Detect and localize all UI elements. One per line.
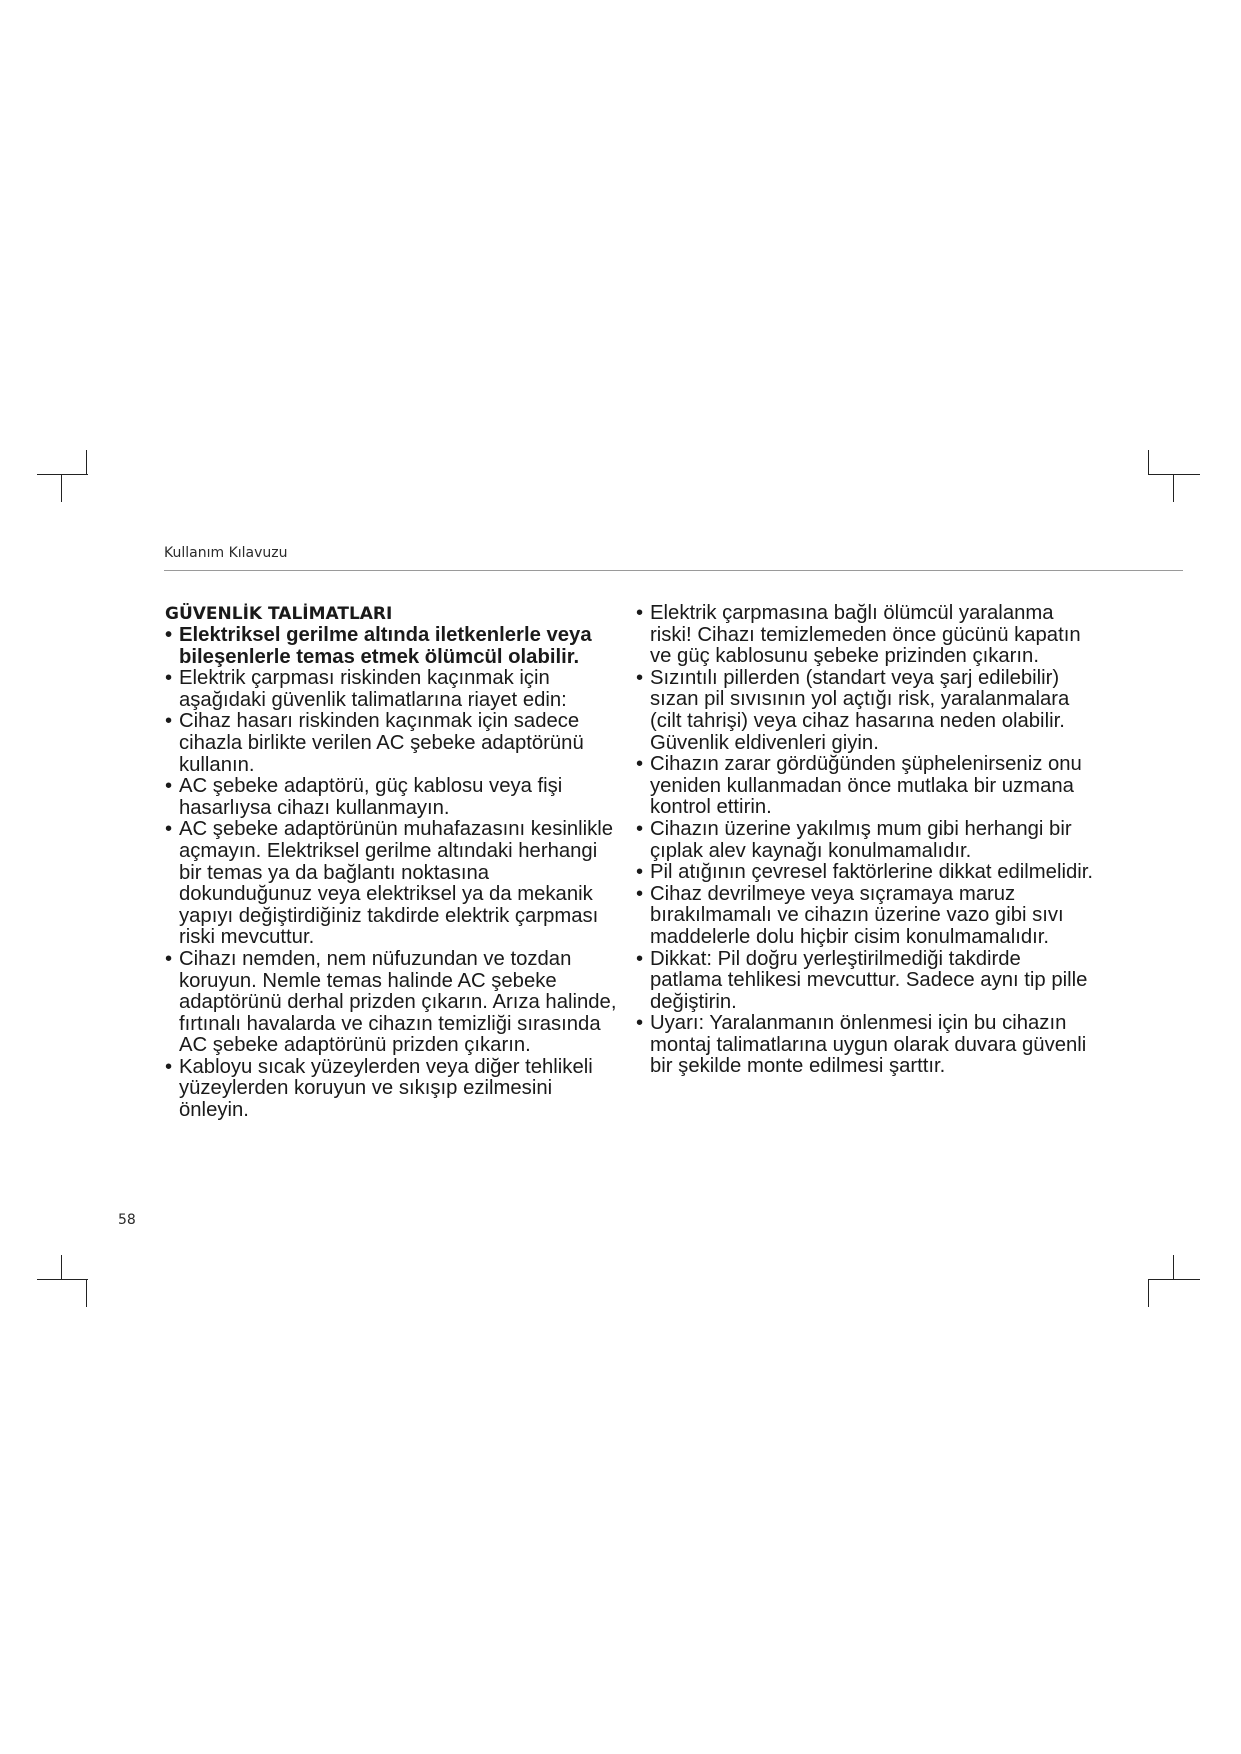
list-item	[634, 603, 1094, 668]
list-item-text: Elektriksel gerilme altında iletkenlerle veya bileşenlerle temas etmek ölümcül olabilir.	[179, 624, 592, 668]
list-item-text: Sızıntılı pillerden (standart veya şarj edilebilir) sızan pil sıvısının yol açtığı risk, yaralanmalara (cilt tahrişi) veya cihaz hasarına neden olabilir. Güvenlik eldivenleri giyin.	[650, 666, 1070, 754]
list-item-text: Cihazın zarar gördüğünden şüphelenirseniz onu yeniden kullanmadan önce mutlaka bir uzmana kontrol ettirin.	[650, 753, 1082, 819]
list-item-text: AC şebeke adaptörünün muhafazasını kesinlikle açmayın. Elektriksel gerilme altındaki herhangi bir temas ya da bağlantı noktasına dokunduğunuz veya elektriksel ya da mekanik yapıyı değiştirdiğiniz takdirde elektrik çarpması riski mevcuttur.	[179, 818, 614, 949]
list-item-text: Cihaz devrilmeye veya sıçramaya maruz bırakılmamalı ve cihazın üzerine vazo gibi sıvı maddelerle dolu hiçbir cisim konulmamalıdır.	[650, 882, 1064, 948]
bullet-icon: •	[636, 817, 644, 840]
list-item-text: Cihazın üzerine yakılmış mum gibi herhangi bir çıplak alev kaynağı konulmamalıdır.	[650, 817, 1072, 862]
bullet-icon: •	[636, 666, 644, 689]
bullet-icon: •	[165, 1055, 173, 1078]
list-item	[634, 862, 1094, 884]
page-number: 58	[118, 1212, 136, 1228]
bullet-icon: •	[165, 818, 173, 841]
bullet-icon: •	[636, 602, 644, 624]
bullet-icon: •	[165, 624, 173, 646]
header-divider	[164, 570, 1183, 571]
right-column	[634, 603, 1094, 1078]
list-item	[163, 819, 623, 949]
bullet-icon: •	[636, 753, 644, 776]
list-item	[163, 668, 623, 711]
list-item	[634, 754, 1094, 819]
list-item-text: Dikkat: Pil doğru yerleştirilmediği takdirde patlama tehlikesi mevcuttur. Sadece aynı tip pille değiştirin.	[650, 947, 1088, 1013]
list-item	[634, 884, 1094, 949]
header-title: Kullanım Kılavuzu	[164, 545, 288, 561]
bullet-icon: •	[165, 947, 173, 970]
list-item	[163, 776, 623, 819]
list-item-text: Cihazı nemden, nem nüfuzundan ve tozdan koruyun. Nemle temas halinde AC şebeke adaptörünü derhal prizden çıkarın. Arıza halinde, fırtınalı havalarda ve cihazın temizliği sırasında AC şebeke adaptörünü prizden çıkarın.	[179, 947, 617, 1057]
bullet-icon: •	[636, 882, 644, 905]
list-item	[634, 1013, 1094, 1078]
list-item	[634, 819, 1094, 862]
list-item	[163, 625, 623, 668]
list-item	[163, 711, 623, 776]
bullet-icon: •	[165, 775, 173, 798]
list-item-text: Pil atığının çevresel faktörlerine dikkat edilmelidir.	[650, 861, 1094, 884]
list-item	[634, 949, 1094, 1014]
list-item-text: Cihaz hasarı riskinden kaçınmak için sadece cihazla birlikte verilen AC şebeke adaptörünü kullanın.	[179, 710, 584, 776]
list-item-text: Uyarı: Yaralanmanın önlenmesi için bu cihazın montaj talimatlarına uygun olarak duvara güvenli bir şekilde monte edilmesi şarttır.	[650, 1012, 1087, 1078]
section-title: GÜVENLİK TALİMATLARI	[165, 604, 393, 624]
left-column	[163, 603, 623, 1122]
list-item-text: Elektrik çarpması riskinden kaçınmak için aşağıdaki güvenlik talimatlarına riayet edin:	[179, 667, 567, 711]
bullet-icon: •	[636, 947, 644, 970]
bullet-icon: •	[636, 861, 644, 884]
list-item-text: AC şebeke adaptörü, güç kablosu veya fişi hasarlıysa cihazı kullanmayın.	[179, 775, 563, 819]
right-safety-list	[634, 603, 1094, 1078]
list-item	[163, 1057, 623, 1122]
bullet-icon: •	[165, 710, 173, 733]
bullet-icon: •	[636, 1012, 644, 1035]
list-item-text: Kabloyu sıcak yüzeylerden veya diğer tehlikeli yüzeylerden koruyun ve sıkışıp ezilmesini önleyin.	[179, 1055, 593, 1122]
left-safety-list	[163, 625, 623, 1122]
list-item	[163, 949, 623, 1057]
list-item-text: Elektrik çarpmasına bağlı ölümcül yaralanma riski! Cihazı temizlemeden önce gücünü kapatın ve güç kablosunu şebeke prizinden çıkarın.	[650, 602, 1081, 668]
list-item	[634, 668, 1094, 754]
bullet-icon: •	[165, 667, 173, 690]
